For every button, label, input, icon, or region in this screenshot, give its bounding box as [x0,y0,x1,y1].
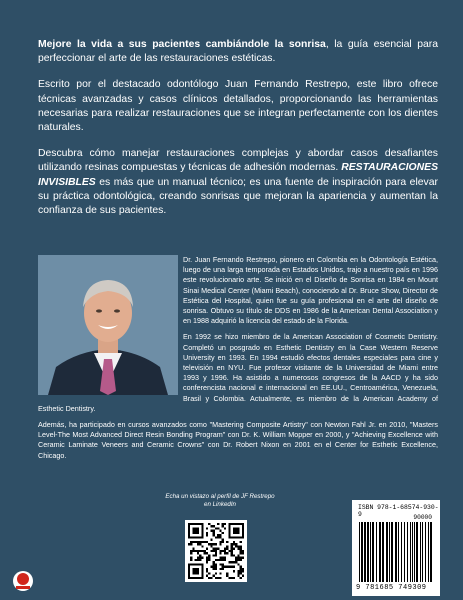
price-code: 90000 [413,514,432,521]
intro-p3-rest: es más que un manual técnico; es una fuente de inspiración para elevar su práctica odontológica, creando sonrisas que mejoran la apariencia y aumentan la confianza de sus pacientes. [38,176,438,217]
author-biography [38,255,438,467]
intro-paragraph-3 [38,147,438,218]
intro-p1-rest: , la guía esencial para perfeccionar el arte de las restauraciones estéticas. [38,39,438,65]
bio-paragraph-3: Además, ha participado en cursos avanzados como "Mastering Composite Artistry" con Newton Fahl Jr. en 2010, "Masters Level-The Most Advanced Direct Resin Bonding Program" con Dr. K. William Mopper en 2000, y "Achieving Excellence with Ceramic Laminate Veneers and Ceramic Crowns" con Dr. Robert Nixon en 2001 en el Center for Esthetic Excellence, Chicago. [38,420,438,460]
intro-text [38,38,438,230]
bio-paragraph-2: En 1992 se hizo miembro de la American Association of Cosmetic Dentistry. Completó un posgrado en Esthetic Dentistry en la Case Western Reserve University en 1993. En 1994 estudió efectos dentales especiales para cine y televisión en NYU. Fue profesor visitante de la Universidad de Miami entre 1993 y 1996. Ha asistido a numerosos congresos de la AACD y ha sido conferencista nacional e internacional en EE.UU., Centroamérica, Venezuela, Brasil y Colombia. Actualmente, es miembro de la American Academy of Esthetic Dentistry. [38,332,438,413]
qr-caption: Echa un vistazo al perfil de JF Restrepo en LinkedIn [165,493,275,508]
intro-paragraph-2: Escrito por el destacado odontólogo Juan Fernando Restrepo, este libro ofrece técnicas avanzadas y casos clínicos detallados, proporcionando las herramientas necesarias para realizar restauraciones que se integran perfectamente con los dientes naturales. [38,79,438,134]
intro-headline: Mejore la vida a sus pacientes cambiándole la sonrisa [38,39,326,50]
isbn-text: ISBN 978-1-68574-930-9 [358,504,439,518]
bio-paragraph-1: Dr. Juan Fernando Restrepo, pionero en Colombia en la Odontología Estética, luego de una larga temporada en Estados Unidos, trajo a nuestro país en 1996 este revolucionario arte. Se inició en el Diseño de Sonrisa en 1984 en Mount Sinai Medical Center (Miami Beach), conociendo al Dr. Bruce Show, Director de Estética del Hospital, quien fue su guía profesional en el arte del diseño de sonrisa. Obtuvo su título de DDS en 1986 de la American Dental Association y en 1988 adquirió la licencia del estado de la Florida. [183,255,438,326]
publisher-logo-icon [12,570,34,592]
intro-p3-start: Descubra cómo manejar restauraciones complejas y abordar casos desafiantes utilizando resinas compuestas y técnicas de adhesión modernas. [38,148,438,174]
barcode-number: 9 781685 749309 [356,584,427,592]
intro-paragraph-1 [38,38,438,66]
barcode-block [352,500,440,596]
qr-code-icon[interactable] [185,520,247,582]
book-title: RESTAURACIONES INVISIBLES [38,162,438,188]
barcode-bars [358,522,434,584]
